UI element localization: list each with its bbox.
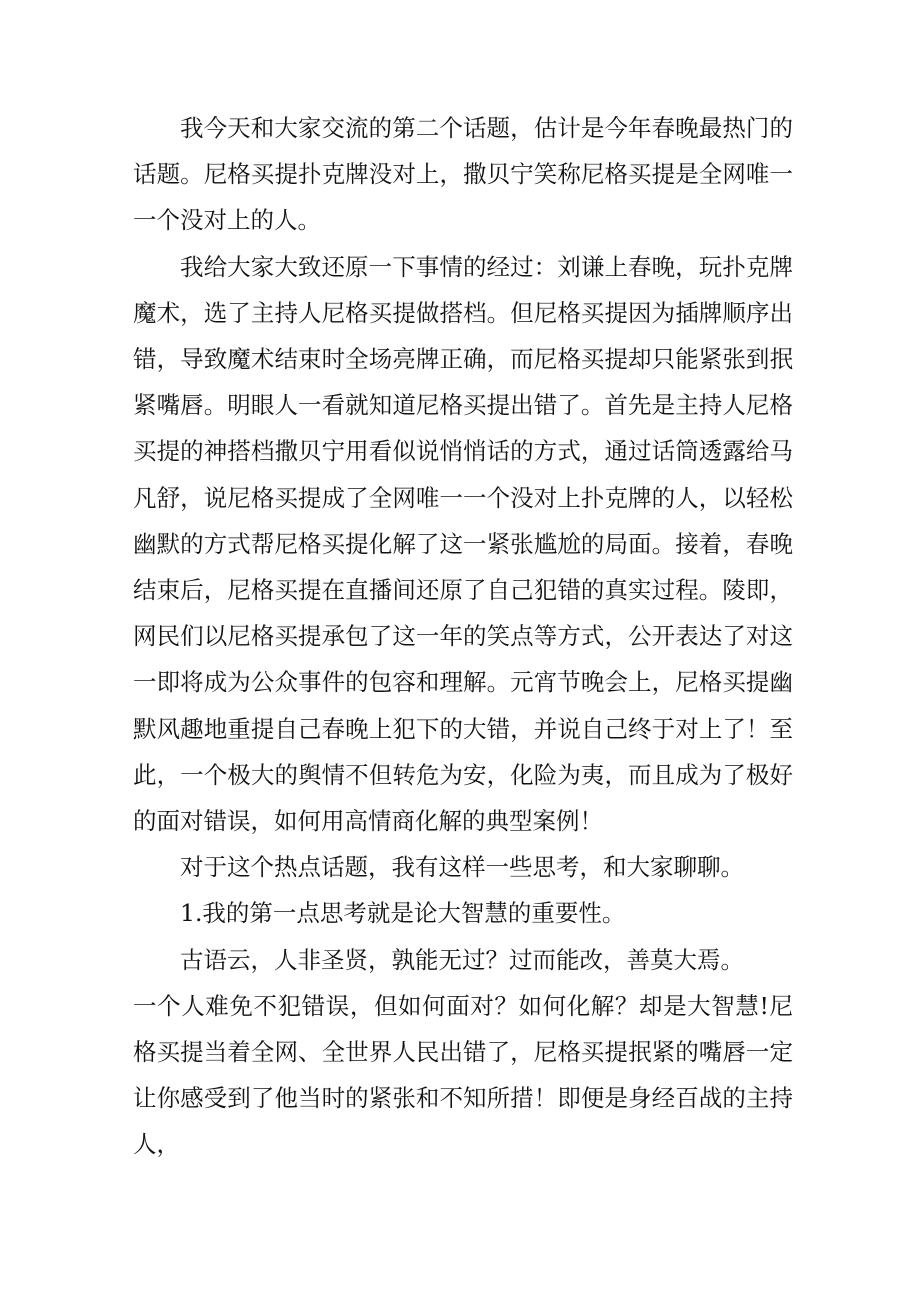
paragraph-wisdom: 一个人难免不犯错误，但如何面对？如何化解？却是大智慧!尼格买提当着全网、全世界人民出错了，尼格买提抿紧的嘴唇一定让你感受到了他当时的紧张和不知所措！即便是身经百战的主持人， bbox=[133, 991, 793, 1159]
document-body bbox=[133, 105, 793, 1168]
paragraph-proverb: 古语云，人非圣贤，孰能无过？过而能改，善莫大焉。 bbox=[180, 945, 744, 974]
paragraph-thoughts-intro: 对于这个热点话题，我有这样一些思考，和大家聊聊。 bbox=[180, 853, 744, 882]
paragraph-intro: 我今天和大家交流的第二个话题，估计是今年春晚最热门的话题。尼格买提扑克牌没对上，撒贝宁笑称尼格买提是全网唯一一个没对上的人。 bbox=[133, 114, 793, 235]
paragraph-events: 我给大家大致还原一下事情的经过：刘谦上春晚，玩扑克牌魔术，选了主持人尼格买提做搭档。但尼格买提因为插牌顺序出错，导致魔术结束时全场亮牌正确，而尼格买提却只能紧张到抿紧嘴唇。明眼人一看就知道尼格买提出错了。首先是主持人尼格买提的神搭档撒贝宁用看似说悄悄话的方式，通过话筒透露给马凡舒，说尼格买提成了全网唯一一个没对上扑克牌的人，以轻松幽默的方式帮尼格买提化解了这一紧张尴尬的局面。接着，春晚结束后，尼格买提在直播间还原了自己犯错的真实过程。陵即，网民们以尼格买提承包了这一年的笑点等方式，公开表达了对这一即将成为公众事件的包容和理解。元宵节晚会上，尼格买提幽默风趣地重提自己春晚上犯下的大错，并说自己终于对上了！至此，一个极大的舆情不但转危为安，化险为夷，而且成为了极好的面对错误，如何用高情商化解的典型案例！ bbox=[133, 252, 793, 836]
paragraph-point-one: 1.我的第一点思考就是论大智慧的重要性。 bbox=[180, 899, 626, 928]
